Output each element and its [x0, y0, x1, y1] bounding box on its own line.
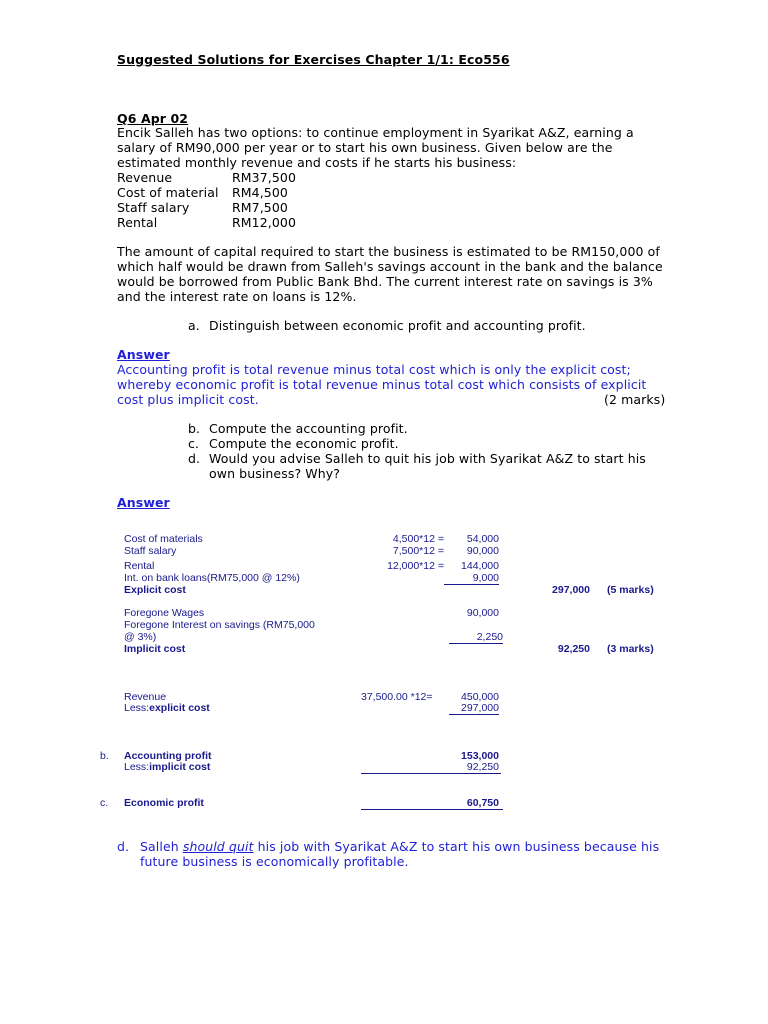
question-b-letter: b.: [188, 421, 201, 436]
less-explicit-text: explicit cost: [149, 702, 210, 714]
table-row-value: 90,000: [466, 607, 499, 619]
answer-a-line-3: cost plus implicit cost.: [117, 392, 259, 407]
question-c-letter: c.: [188, 436, 200, 451]
implicit-cost-label: Implicit cost: [124, 643, 186, 655]
table-row-label: Revenue: [124, 691, 167, 703]
answer-a-marks: (2 marks): [604, 392, 666, 407]
less-prefix: Less:: [124, 761, 150, 773]
answer-d-letter: d.: [117, 839, 130, 854]
table-row-calc: 4,500*12 =: [392, 533, 444, 545]
question-a-letter: a.: [188, 318, 200, 333]
cost-item-value: RM37,500: [232, 170, 297, 185]
answer-c-letter: c.: [100, 797, 109, 809]
cost-item-value: RM12,000: [232, 215, 297, 230]
cost-item-label: Cost of material: [117, 185, 219, 200]
table-row-value: 9,000: [444, 572, 499, 585]
capital-line-4: and the interest rate on loans is 12%.: [117, 289, 357, 304]
cost-item-value: RM4,500: [232, 185, 288, 200]
cost-item-value: RM7,500: [232, 200, 288, 215]
cost-item-label: Staff salary: [117, 200, 190, 215]
divider-line: [361, 773, 501, 774]
intro-line-2: salary of RM90,000 per year or to start his own business. Given below are the: [117, 140, 613, 155]
less-explicit-label: [124, 702, 210, 714]
less-implicit-label: [124, 761, 210, 773]
economic-profit-label: Economic profit: [124, 797, 204, 809]
question-heading: Q6 Apr 02: [117, 111, 189, 126]
table-row-value: 2,250: [449, 631, 503, 644]
table-row-calc: 7,500*12 =: [392, 545, 444, 557]
divider-line: [361, 809, 503, 810]
table-row-value: 297,000: [449, 702, 499, 715]
question-d-text: Would you advise Salleh to quit his job with Syarikat A&Z to start his: [209, 451, 646, 466]
question-c-text: Compute the economic profit.: [209, 436, 399, 451]
answer-label: Answer: [117, 495, 170, 510]
question-d-letter: d.: [188, 451, 201, 466]
cost-item-label: Revenue: [117, 170, 173, 185]
table-row-label: Staff salary: [124, 545, 177, 557]
table-row-calc: 12,000*12 =: [387, 560, 444, 572]
explicit-cost-total: 297,000: [552, 584, 590, 596]
intro-line-1: Encik Salleh has two options: to continue employment in Syarikat A&Z, earning a: [117, 125, 634, 140]
table-row-value: 90,000: [466, 545, 499, 557]
answer-d-emphasis: should quit: [182, 839, 254, 854]
capital-line-2: which half would be drawn from Salleh's savings account in the bank and the balance: [117, 259, 663, 274]
table-row-label: Rental: [124, 560, 155, 572]
capital-line-3: would be borrowed from Public Bank Bhd. The current interest rate on savings is 3%: [117, 274, 653, 289]
implicit-cost-marks: (3 marks): [607, 643, 654, 655]
table-row-label: Int. on bank loans(RM75,000 @ 12%): [124, 572, 300, 584]
answer-label: Answer: [117, 347, 170, 362]
answer-d-line-1: [140, 839, 659, 854]
table-row-value: 144,000: [461, 560, 499, 572]
table-row-label-cont: @ 3%): [124, 631, 157, 643]
question-a-text: Distinguish between economic profit and accounting profit.: [209, 318, 586, 333]
cost-item-label: Rental: [117, 215, 158, 230]
answer-d-post: his job with Syarikat A&Z to start his own business because his: [253, 839, 660, 854]
question-b-text: Compute the accounting profit.: [209, 421, 408, 436]
table-row-calc: 37,500.00 *12=: [361, 691, 433, 703]
question-d-text-cont: own business? Why?: [209, 466, 340, 481]
document-title: Suggested Solutions for Exercises Chapter 1/1: Eco556: [117, 52, 510, 67]
capital-line-1: The amount of capital required to start the business is estimated to be RM150,000 of: [117, 244, 660, 259]
table-row-value: 450,000: [461, 691, 499, 703]
accounting-profit-label: Accounting profit: [124, 750, 212, 762]
answer-d-line-2: future business is economically profitable.: [140, 854, 409, 869]
answer-b-letter: b.: [100, 750, 109, 762]
less-implicit-text: implicit cost: [149, 761, 211, 773]
answer-a-line-2: whereby economic profit is total revenue minus total cost which consists of explicit: [117, 377, 647, 392]
intro-line-3: estimated monthly revenue and costs if he starts his business:: [117, 155, 517, 170]
table-row-value: 54,000: [466, 533, 499, 545]
answer-a-line-1: Accounting profit is total revenue minus total cost which is only the explicit cost;: [117, 362, 631, 377]
implicit-cost-total: 92,250: [557, 643, 590, 655]
accounting-profit-value: 153,000: [461, 750, 499, 762]
table-row-label: Foregone Wages: [124, 607, 205, 619]
table-row-label: Foregone Interest on savings (RM75,000: [124, 619, 315, 631]
less-prefix: Less:: [124, 702, 150, 714]
less-implicit-value: 92,250: [466, 761, 499, 773]
explicit-cost-marks: (5 marks): [607, 584, 654, 596]
explicit-cost-label: Explicit cost: [124, 584, 186, 596]
table-row-label: Cost of materials: [124, 533, 203, 545]
answer-d-pre: Salleh: [140, 839, 183, 854]
economic-profit-value: 60,750: [466, 797, 499, 809]
